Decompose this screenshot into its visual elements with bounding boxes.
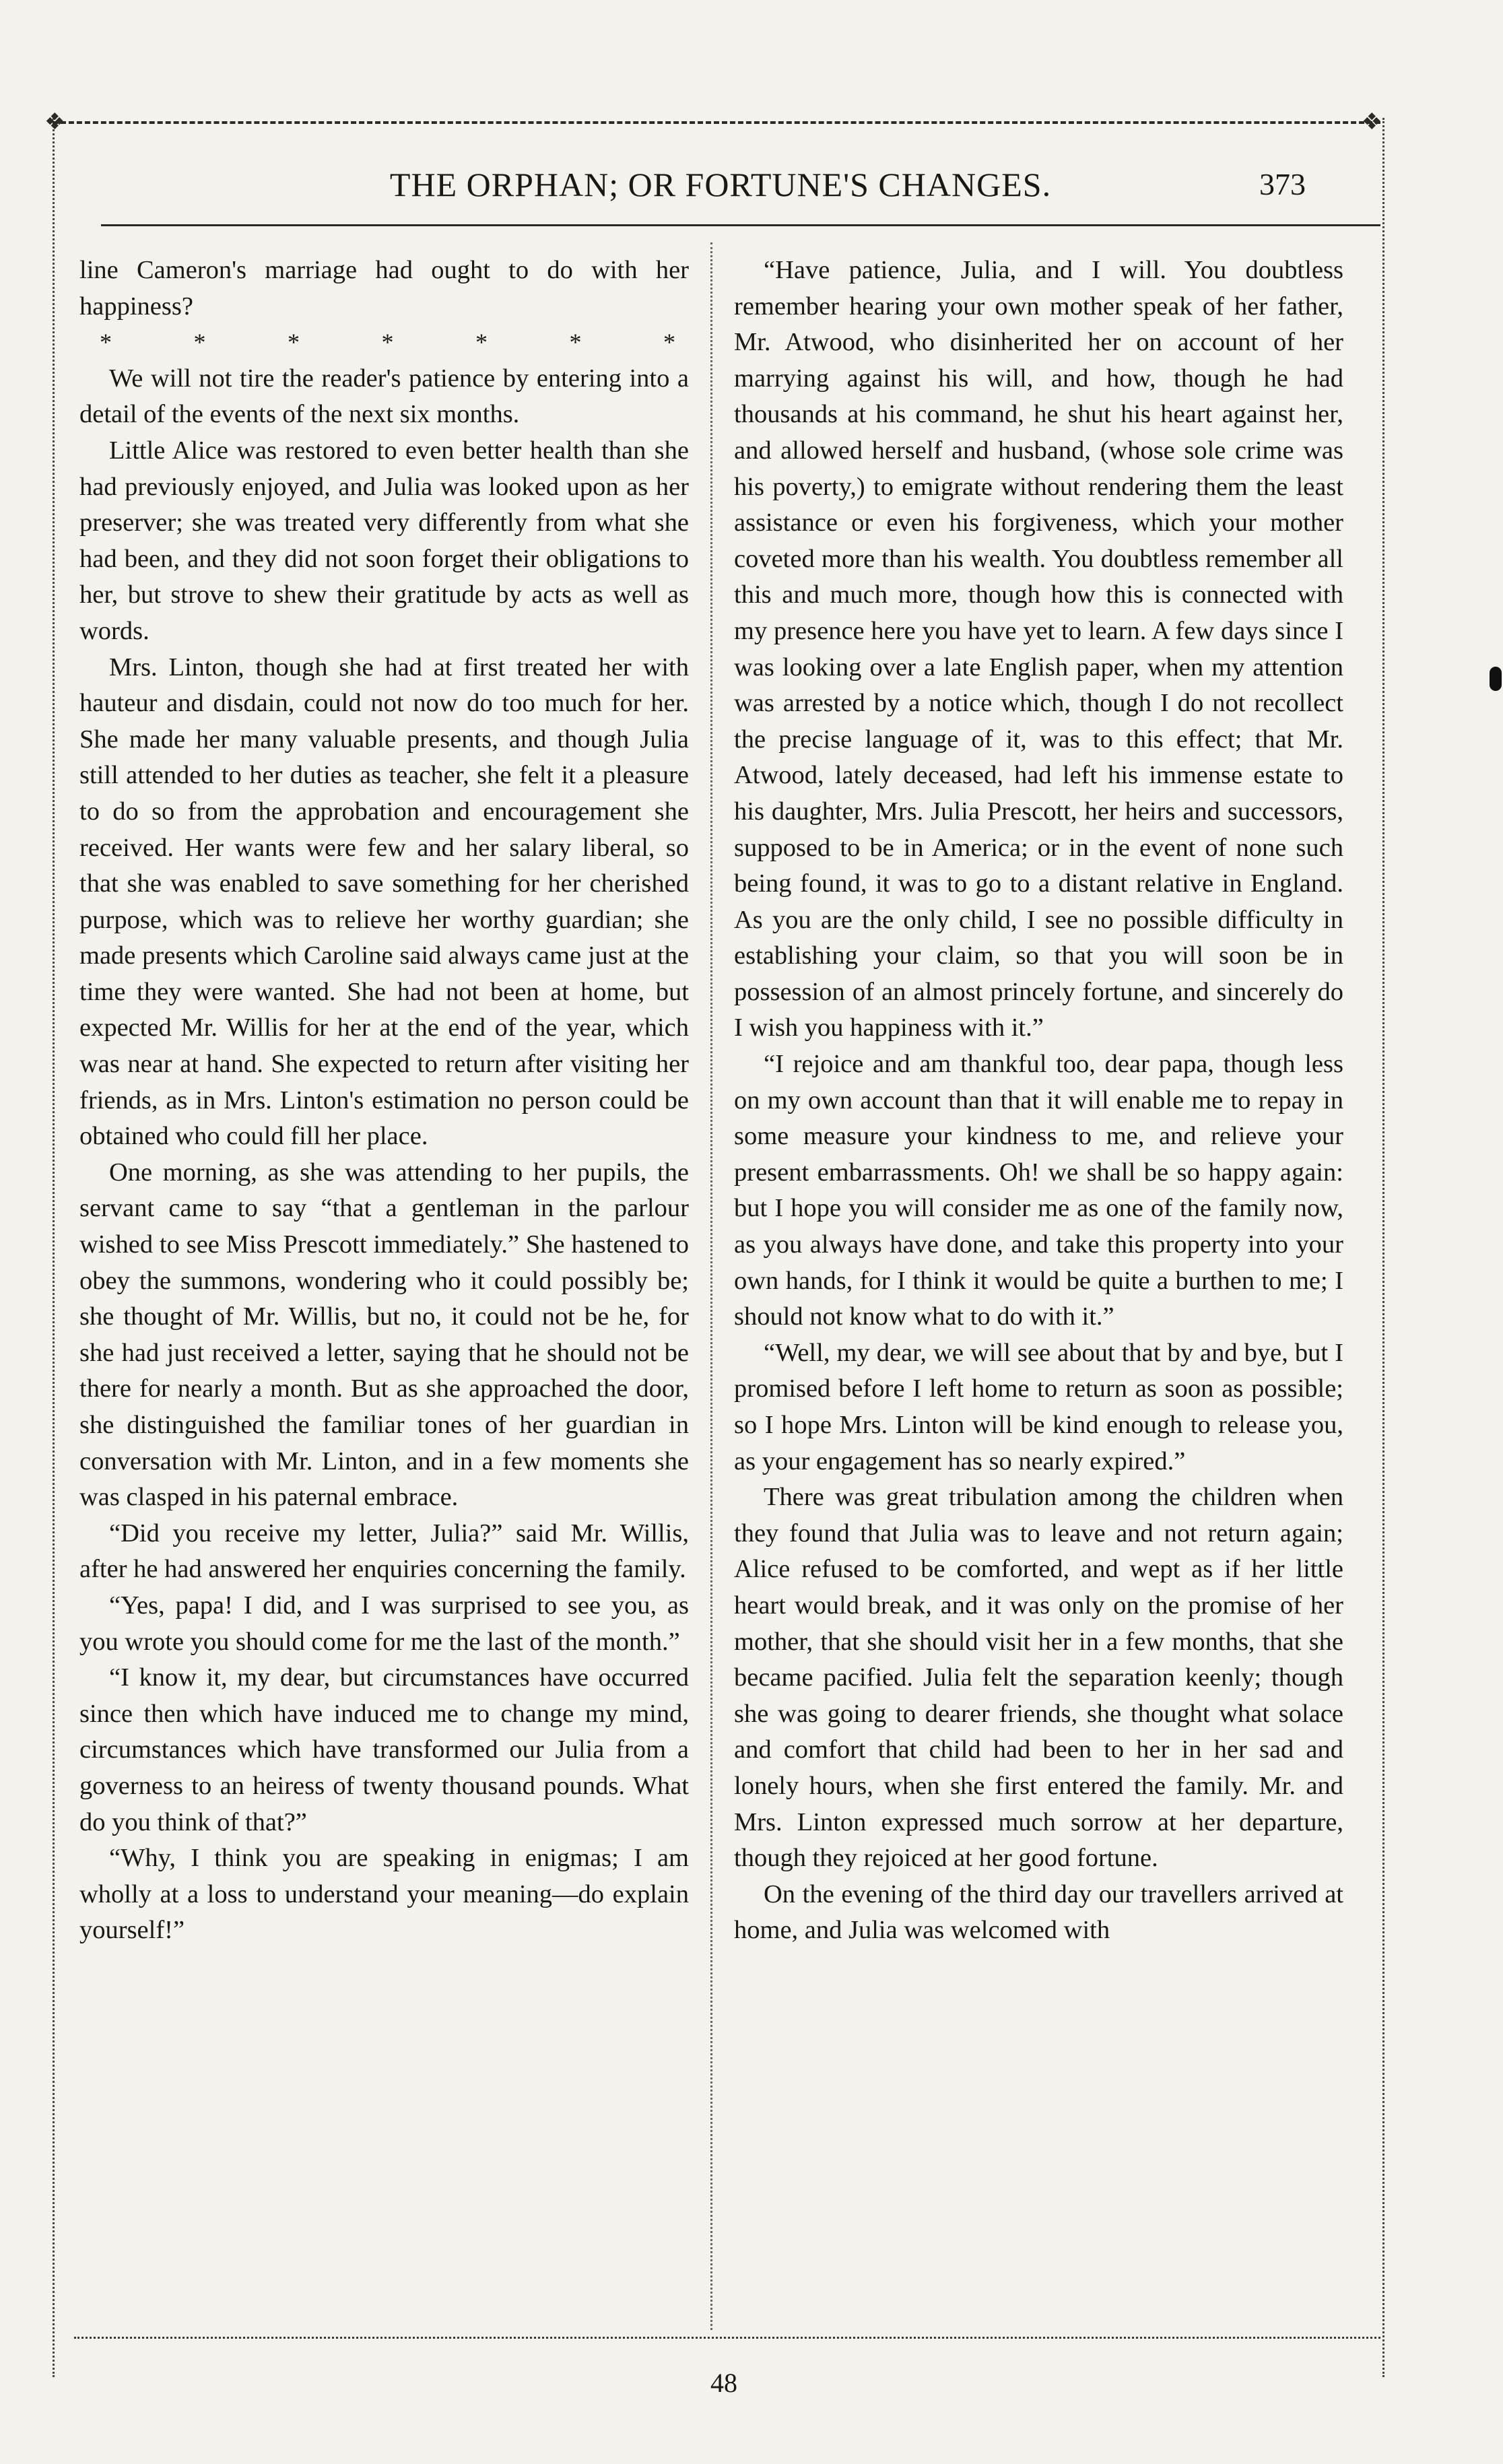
asterisk: * <box>193 329 206 356</box>
column-divider <box>710 242 712 2330</box>
paragraph: “Have patience, Julia, and I will. You doubtless remember hearing your own mother speak of her father, Mr. Atwood, who disinherited her on account of her marrying against his will, and how, though he had thousands at his command, he shut his heart against her, and allowed herself and husband, (whose sole crime was his poverty,) to emigrate without rendering them the least assistance or even his forgiveness, which your mother coveted more than his wealth. You doubtless remember all this and much more, though how this is connected with my presence here you have yet to learn. A few days since I was looking over a late English paper, when my attention was arrested by a notice which, though I do not recollect the precise language of it, was to this effect; that Mr. Atwood, lately deceased, had left his immense estate to his daughter, Mrs. Julia Prescott, her heirs and successors, supposed to be in America; or in the event of none such being found, it was to go to a distant relative in England. As you are the only child, I see no possible difficulty in establishing your claim, so that you will soon be in possession of an almost princely fortune, and sincerely do I wish you happiness with it.” <box>734 256 1343 1042</box>
paragraph: We will not tire the reader's patience by entering into a detail of the events of the next six months. <box>79 364 689 429</box>
paragraph: Mrs. Linton, though she had at first treated her with hauteur and disdain, could not now do too much for her. She made her many valuable presents, and though Julia still attended to her duties as teacher, she felt it a pleasure to do so from the approbation and encouragement she received. Her wants were few and her salary liberal, so that she was enabled to save something for her cherished purpose, which was to relieve her worthy guardian; she made presents which Caroline said always came just at the time they were wanted. She had not been at home, but expected Mr. Willis for her at the end of the year, which was near at hand. She expected to return after visiting her friends, as in Mrs. Linton's estimation no person could be obtained who could fill her place. <box>79 653 689 1151</box>
bottom-rule <box>74 2337 1380 2339</box>
header-rule <box>101 224 1380 226</box>
asterisk: * <box>100 329 112 356</box>
asterisk: * <box>475 329 488 356</box>
section-break <box>79 325 689 361</box>
paragraph: Little Alice was restored to even better health than she had previously enjoyed, and Julia was looked upon as her preserver; she was treated very differently from what she had been, and they did not soon forget their obligations to her, but strove to shew their gratitude by acts as well as words. <box>79 436 689 645</box>
paragraph: On the evening of the third day our travellers arrived at home, and Julia was welcomed with <box>734 1879 1343 1945</box>
edge-ink-mark <box>1490 667 1502 691</box>
asterisk: * <box>569 329 582 356</box>
corner-ornament-right: ❖ <box>1362 110 1382 135</box>
running-head: THE ORPHAN; OR FORTUNE'S CHANGES. <box>389 166 1052 203</box>
paragraph: “Yes, papa! I did, and I was surprised to see you, as you wrote you should come for me the last of the month.” <box>79 1591 689 1656</box>
asterisk: * <box>663 329 675 356</box>
paragraph: “Well, my dear, we will see about that by and bye, but I promised before I left home to return as soon as possible; so I hope Mrs. Linton will be kind enough to release you, as your engagement has so nearly expired.” <box>734 1338 1343 1475</box>
signature-mark: 48 <box>710 2368 737 2398</box>
page-number: 373 <box>1259 167 1306 201</box>
asterisk: * <box>381 329 394 356</box>
paragraph: “Why, I think you are speaking in enigmas; I am wholly at a loss to understand your meaning—do explain yourself!” <box>79 1844 689 1945</box>
paragraph: line Cameron's marriage had ought to do with her happiness? <box>79 256 689 321</box>
right-column <box>734 253 1343 1949</box>
paragraph: “Did you receive my letter, Julia?” said Mr. Willis, after he had answered her enquiries concerning the family. <box>79 1519 689 1584</box>
corner-ornament-left: ❖ <box>44 110 65 135</box>
paragraph: There was great tribulation among the children when they found that Julia was to leave and not return again; Alice refused to be comforted, and wept as if her little heart would break, and it was only on the promise of her mother, that she should visit her in a few months, that she became pacified. Julia felt the separation keenly; though she was going to dearer friends, she thought what solace and comfort that child had been to her in her sad and lonely hours, when she first entered the family. Mr. and Mrs. Linton expressed much sorrow at her departure, though they rejoiced at her good fortune. <box>734 1483 1343 1873</box>
paragraph: “I know it, my dear, but circumstances have occurred since then which have induced me to change my mind, circumstances which have transformed our Julia from a governess to an heiress of twenty thousand pounds. What do you think of that?” <box>79 1663 689 1836</box>
top-ornamental-rule <box>53 121 1380 131</box>
left-column <box>79 253 689 1949</box>
asterisk: * <box>288 329 300 356</box>
paragraph: One morning, as she was attending to her pupils, the servant came to say “that a gentleman in the parlour wished to see Miss Prescott immediately.” She hastened to obey the summons, wondering who it could possibly be; she thought of Mr. Willis, but no, it could not be he, for she had just received a letter, saying that he should not be there for nearly a month. But as she approached the door, she distinguished the familiar tones of her guardian in conversation with Mr. Linton, and in a few moments she was clasped in his paternal embrace. <box>79 1158 689 1512</box>
paragraph: “I rejoice and am thankful too, dear papa, though less on my own account than that it will enable me to repay in some measure your kindness to me, and relieve your present embarrassments. Oh! we shall be so happy again: but I hope you will consider me as one of the family now, as you always have done, and take this property into your own hands, for I think it would be quite a burthen to me; I should not know what to do with it.” <box>734 1050 1343 1331</box>
